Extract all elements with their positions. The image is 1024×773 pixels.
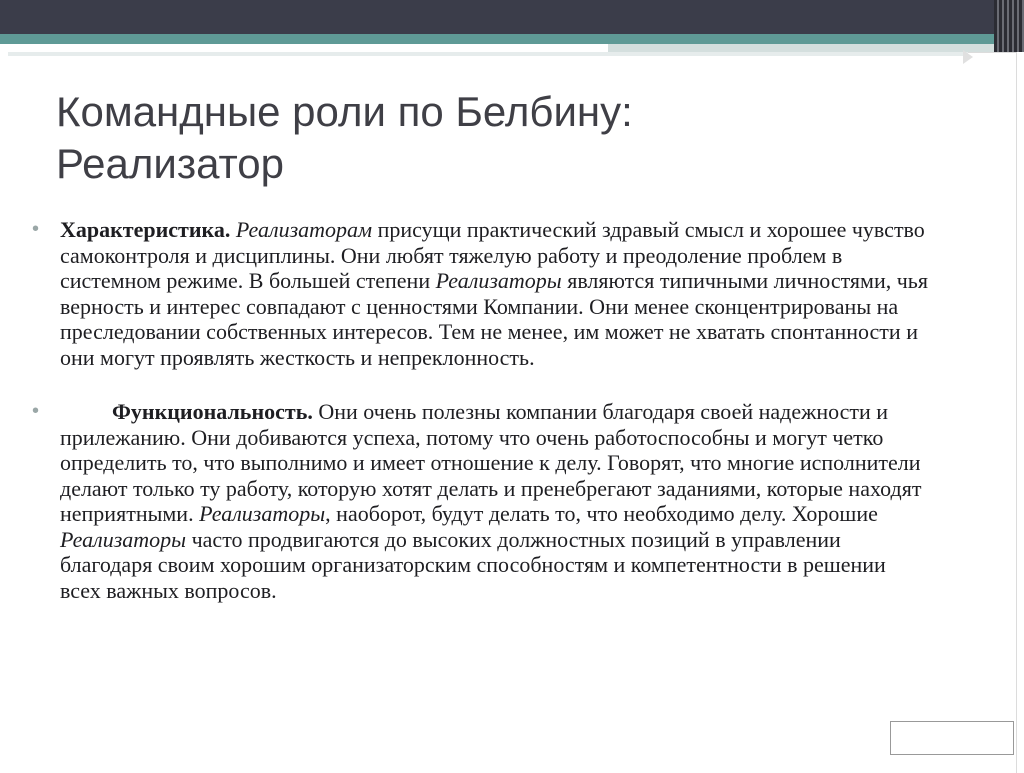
para-run: Реализаторы [199, 501, 326, 526]
para-run: часто продвигаются до высоких должностных позиций в управлении благодаря своим хорошим организаторским способностям и компетентности в решении всех важных вопросов. [60, 526, 886, 603]
para-run: , наоборот, будут делать то, что необходимо делу. Хорошие [325, 501, 878, 526]
header-band [0, 0, 1024, 36]
slide-title-line-2: Реализатор [56, 140, 285, 187]
bullet-icon: • [32, 218, 40, 240]
paragraph-characteristics [32, 217, 930, 370]
slide-body [32, 217, 930, 603]
bullet-icon: • [32, 400, 40, 422]
para-run: Функциональность. [112, 399, 313, 424]
header-edge-lines [994, 0, 1024, 52]
para-run: Характеристика. [60, 217, 231, 242]
para-run: Реализаторы [60, 526, 187, 552]
para-run: Реализаторы [435, 268, 562, 293]
frame-arrow-icon [963, 50, 973, 64]
footnote-box [890, 721, 1014, 755]
slide-title [56, 86, 956, 190]
para-run: присущи практический здравый смысл и хорошее чувство самоконтроля и дисциплины. Они любят тяжелую работу и преодоление проблем в системном режиме. В большей степени [60, 217, 925, 293]
header-light-stripe [608, 44, 1024, 52]
para-run: Реализаторам [235, 217, 373, 242]
header-accent-stripe [0, 34, 1024, 44]
footnote-lines [895, 726, 975, 730]
slide-title-line-1: Командные роли по Белбину: [56, 88, 633, 135]
slide-frame-top [8, 52, 968, 56]
para-run: Они очень полезны компании благодаря своей надежности и прилежанию. Они добиваются успеха, потому что очень работоспособны и могут четко определить то, что выполнимо и имеет отношение к делу. Говорят, что многие исполнители делают только ту работу, которую хотят делать и пренебрегают заданиями, которые находят неприятными. [60, 399, 922, 526]
paragraph-functionality [32, 399, 930, 603]
para-run: являются типичными личностями, чья верность и интерес совпадают с ценностями Компании. Они менее сконцентрированы на преследовании собственных интересов. Тем не менее, им может не хватать спонтанности и они могут проявлять жесткость и непреклонность. [60, 268, 928, 370]
